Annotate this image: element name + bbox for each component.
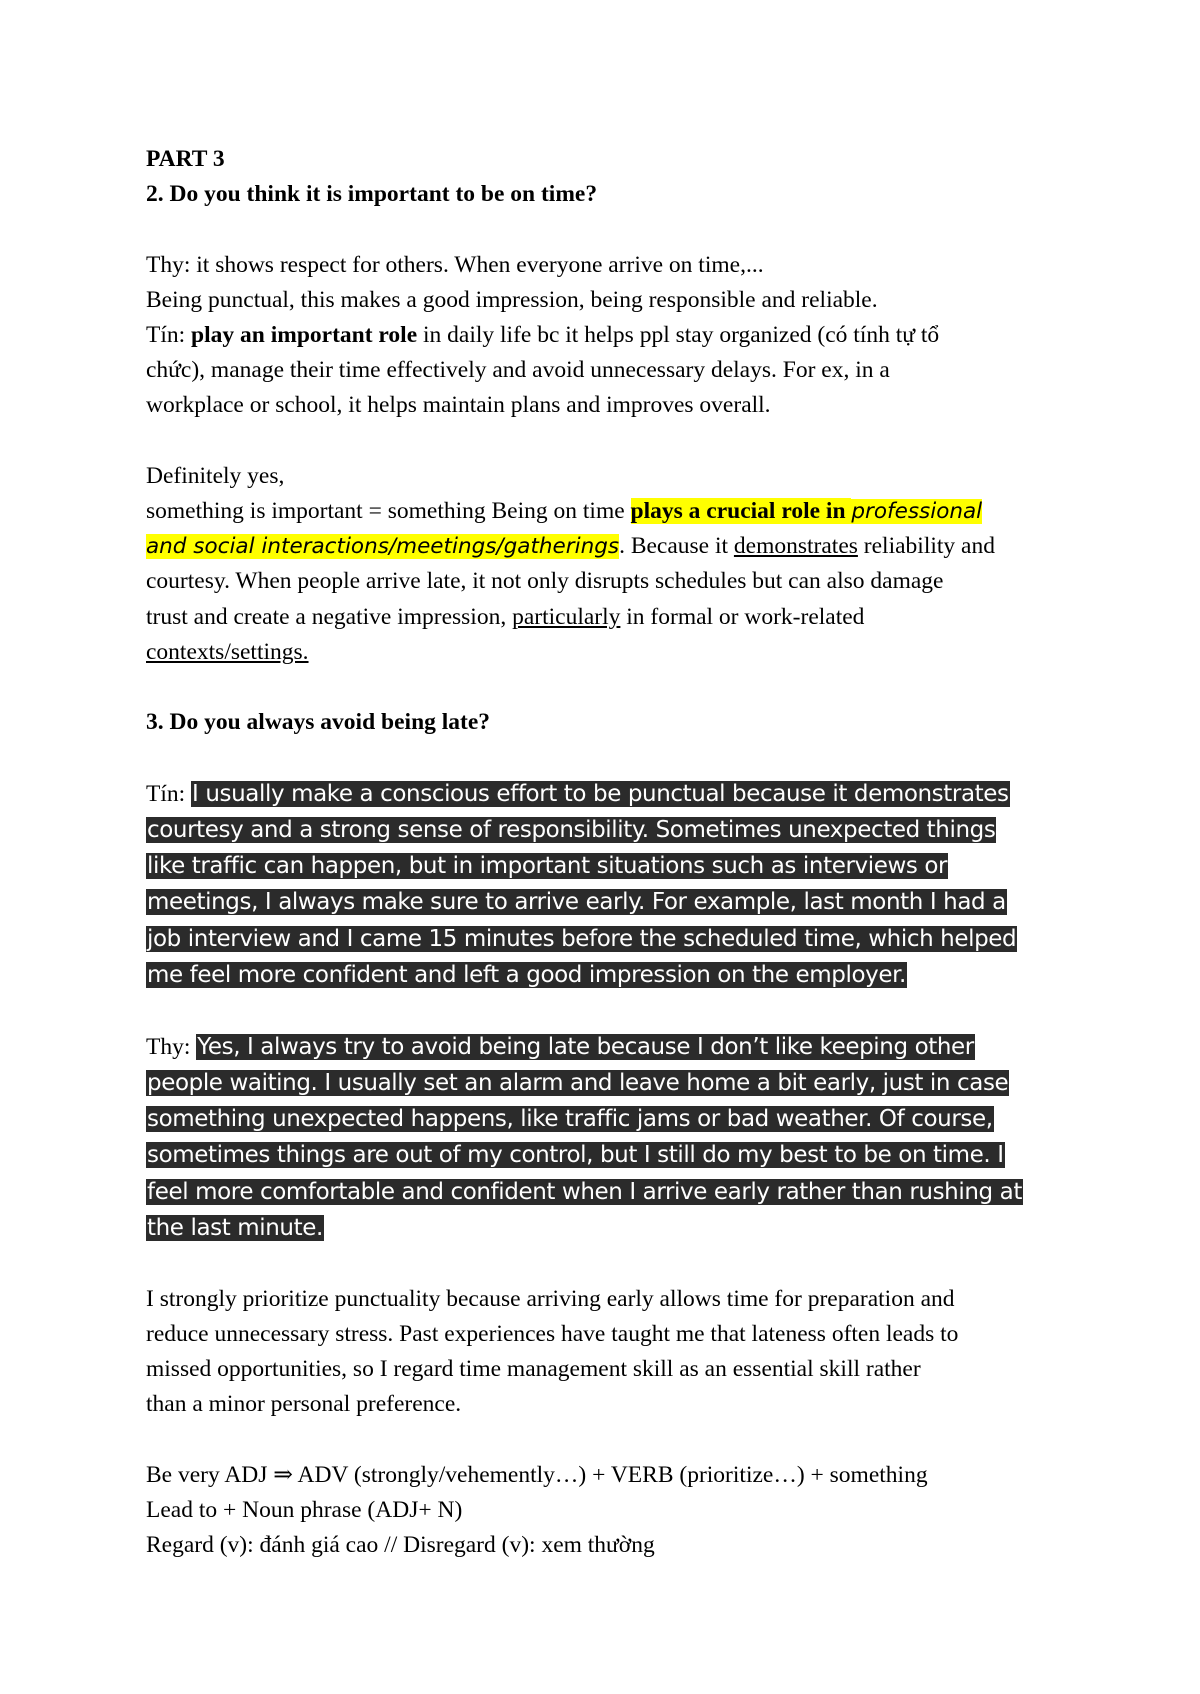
dark-highlight-text: the last minute. xyxy=(147,1215,323,1242)
q2-thy-line-1: Thy: it shows respect for others. When everyone arrive on time,... xyxy=(146,251,764,278)
q3-thy-line xyxy=(146,1101,1066,1137)
q2-tin-line-3: workplace or school, it helps maintain plans and improves overall. xyxy=(146,392,771,419)
dark-highlight-text: something unexpected happens, like traffic jams or bad weather. Of course, xyxy=(147,1106,993,1133)
highlight-italic-phrase: and social interactions/meetings/gatherings xyxy=(146,534,620,560)
q3-paragraph-line: missed opportunities, so I regard time management skill as an essential skill rather xyxy=(146,1355,921,1382)
thy-label: Thy: xyxy=(146,1033,197,1060)
underlined-word: particularly xyxy=(512,603,621,630)
dark-highlight-text: job interview and I came 15 minutes before the scheduled time, which helped xyxy=(147,925,1017,952)
question-2: 2. Do you think it is important to be on time? xyxy=(146,181,598,208)
q2-sample-line-5: contexts/settings. xyxy=(146,638,309,665)
spacer xyxy=(146,212,1066,247)
q3-thy-line xyxy=(146,1029,1066,1065)
spacer xyxy=(146,740,1066,775)
dark-highlight-text: sometimes things are out of my control, but I still do my best to be on time. I xyxy=(147,1142,1004,1169)
q3-thy-answer xyxy=(146,1029,1066,1247)
spacer xyxy=(146,1246,1066,1281)
q3-tin-line xyxy=(146,957,1066,993)
q2-sample-line-1 xyxy=(146,494,1066,529)
tin-label: Tín: xyxy=(146,780,192,807)
dark-highlight-text: like traffic can happen, but in important situations such as interviews or xyxy=(147,853,948,880)
dark-highlight-text: courtesy and a strong sense of responsibility. Sometimes unexpected things xyxy=(147,816,996,843)
dark-highlight-text: me feel more confident and left a good impression on the employer. xyxy=(147,962,906,989)
underlined-word: demonstrates xyxy=(733,533,858,560)
q3-tin-line xyxy=(146,812,1066,848)
tin-label: Tín: xyxy=(146,322,192,348)
grammar-note: Be very ADJ ⇒ ADV (strongly/vehemently…) + VERB (prioritize…) + something xyxy=(146,1461,928,1488)
grammar-note: Lead to + Noun phrase (ADJ+ N) xyxy=(146,1496,463,1523)
q3-thy-line xyxy=(146,1174,1066,1210)
q2-sample-line-4 xyxy=(146,600,1066,635)
highlight-bold-phrase: plays a crucial role in xyxy=(630,498,852,524)
tin-rest: in daily life bc it helps ppl stay organized (có tính tự tổ xyxy=(417,322,940,348)
q2-sample-line-3: courtesy. When people arrive late, it not only disrupts schedules but can also damage xyxy=(146,568,944,595)
q3-tin-answer xyxy=(146,776,1066,994)
sample-plain: reliability and xyxy=(857,533,995,560)
q2-sample-line-2 xyxy=(146,529,1066,564)
part-heading: PART 3 xyxy=(146,146,225,172)
sample-plain: in formal or work-related xyxy=(620,603,865,630)
q2-thy-line-2: Being punctual, this makes a good impression, being responsible and reliable. xyxy=(146,286,878,313)
q2-tin-line-2: chức), manage their time effectively and avoid unnecessary delays. For ex, in a xyxy=(146,357,890,384)
spacer xyxy=(146,424,1066,459)
spacer xyxy=(146,1422,1066,1457)
spacer xyxy=(146,670,1066,705)
spacer xyxy=(146,993,1066,1028)
sample-plain: trust and create a negative impression, xyxy=(146,603,513,630)
q3-tin-line xyxy=(146,848,1066,884)
dark-highlight-text: people waiting. I usually set an alarm and leave home a bit early, just in case xyxy=(147,1069,1009,1096)
highlight-italic-phrase: professional xyxy=(851,499,983,524)
sample-plain: something is important = something Being on time xyxy=(146,498,631,524)
q3-paragraph-line: I strongly prioritize punctuality because arriving early allows time for preparation and xyxy=(146,1285,955,1312)
question-3: 3. Do you always avoid being late? xyxy=(146,709,491,736)
q3-paragraph-line: reduce unnecessary stress. Past experiences have taught me that lateness often leads to xyxy=(146,1320,959,1347)
sample-plain: . Because it xyxy=(619,533,734,560)
q3-thy-line xyxy=(146,1210,1066,1246)
dark-highlight-text: Yes, I always try to avoid being late because I don’t like keeping other xyxy=(197,1033,974,1060)
q3-tin-line xyxy=(146,921,1066,957)
dark-highlight-text: I usually make a conscious effort to be punctual because it demonstrates xyxy=(192,780,1009,807)
grammar-note: Regard (v): đánh giá cao // Disregard (v): xem thường xyxy=(146,1531,655,1558)
q3-thy-line xyxy=(146,1065,1066,1101)
q3-tin-line xyxy=(146,776,1066,812)
q3-thy-line xyxy=(146,1137,1066,1173)
q2-tin-line-1 xyxy=(146,318,1066,353)
q3-paragraph-line: than a minor personal preference. xyxy=(146,1391,462,1418)
document-page xyxy=(146,142,1066,1563)
q2-definitely: Definitely yes, xyxy=(146,462,285,489)
dark-highlight-text: meetings, I always make sure to arrive early. For example, last month I had a xyxy=(147,889,1006,916)
tin-bold-phrase: play an important role xyxy=(191,322,418,348)
dark-highlight-text: feel more comfortable and confident when I arrive early rather than rushing at xyxy=(147,1178,1022,1205)
q3-tin-line xyxy=(146,884,1066,920)
